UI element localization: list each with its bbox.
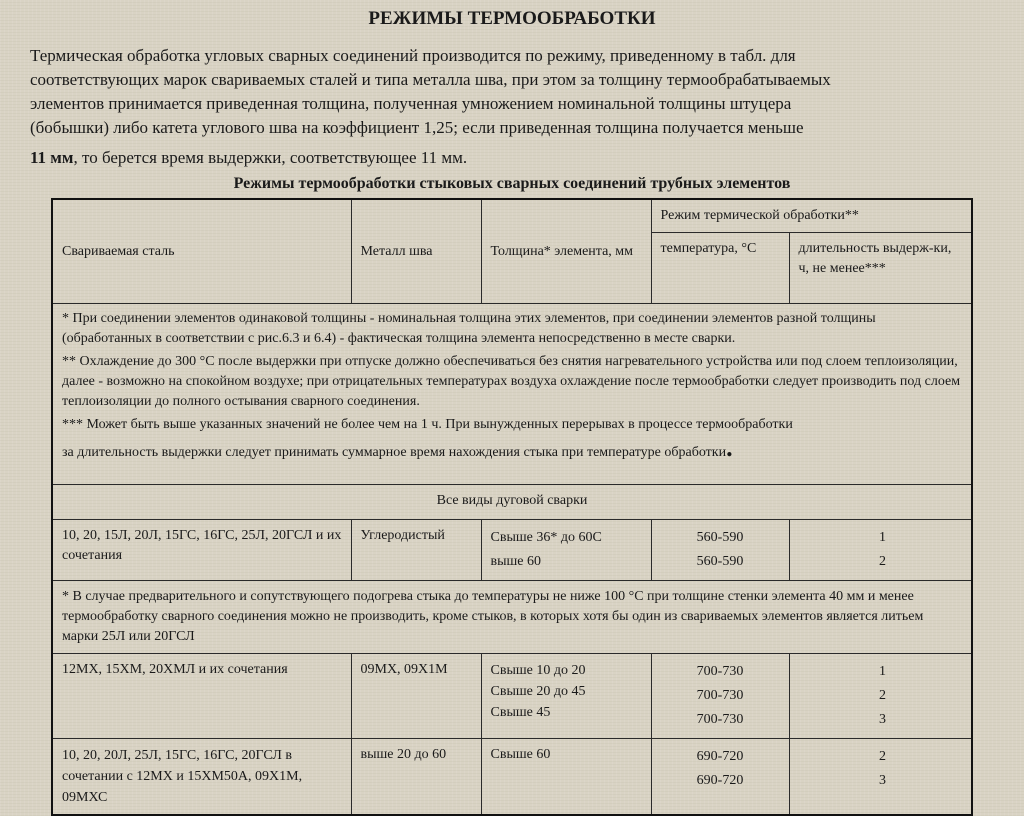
header-thickness: Толщина* элемента, мм bbox=[481, 199, 651, 304]
section-all-arc-welding: Все виды дуговой сварки bbox=[52, 485, 972, 520]
row1-dur-2: 2 bbox=[879, 554, 886, 569]
header-temperature: температура, °С bbox=[651, 233, 789, 304]
row3-temperature bbox=[651, 739, 789, 816]
table-row bbox=[52, 520, 972, 581]
notes-row bbox=[52, 304, 972, 485]
table-row bbox=[52, 654, 972, 739]
row2-dur-2: 2 bbox=[879, 688, 886, 703]
row2-temp-2: 700-730 bbox=[696, 688, 744, 703]
table-title: Режимы термообработки стыковых сварных соединений трубных элементов bbox=[233, 175, 791, 192]
row2-duration bbox=[789, 654, 972, 739]
row2-thickness bbox=[481, 654, 651, 739]
heat-treatment-table bbox=[51, 198, 973, 816]
row3-dur-1: 2 bbox=[879, 749, 886, 764]
row2-dur-3: 3 bbox=[879, 712, 886, 727]
row2-temp-3: 700-730 bbox=[696, 712, 744, 727]
note-2: ** Охлаждение до 300 °С после выдержки при отпуске должно обеспечиваться без снятия нагревательного устройства или под слоем теплоизоляции, далее - возможно на спокойном воздухе; при отрицательных температурах воздуха охлаждение после термообработки следует производить под слоем теплоизоляции до полного остывания сварного соединения. bbox=[62, 354, 961, 409]
row3-dur-2: 3 bbox=[879, 773, 886, 788]
row3-thickness: Свыше 60 bbox=[481, 739, 651, 816]
note-1: * При соединении элементов одинаковой толщины - номинальная толщина этих элементов, при соединении элементов разной толщины (обработанных в соответствии с рис.6.3 и 6.4) - фактическая толщина элемента непосредственно в месте сварки. bbox=[62, 311, 876, 346]
header-weld-metal: Металл шва bbox=[351, 199, 481, 304]
header-steel: Свариваемая сталь bbox=[52, 199, 351, 304]
row2-thickness-3: Свыше 45 bbox=[490, 705, 551, 720]
row1-thickness-1: Свыше 36* до 60С bbox=[490, 530, 602, 545]
note-3-line-1: *** Может быть выше указанных значений не более чем на 1 ч. При вынужденных перерывах в процессе термообработки bbox=[62, 417, 793, 432]
row1-thickness bbox=[481, 520, 651, 581]
row3-temp-1: 690-720 bbox=[696, 749, 744, 764]
row3-temp-2: 690-720 bbox=[696, 773, 744, 788]
row2-thickness-2: Свыше 20 до 45 bbox=[490, 684, 586, 699]
intro-line-2: соответствующих марок свариваемых сталей и типа металла шва, при этом за толщину термообрабатываемых bbox=[30, 70, 831, 89]
row2-steel: 12МХ, 15ХМ, 20ХМЛ и их сочетания bbox=[52, 654, 351, 739]
row2-thickness-1: Свыше 10 до 20 bbox=[490, 663, 586, 678]
row1-temperature bbox=[651, 520, 789, 581]
row3-duration bbox=[789, 739, 972, 816]
mid-note: * В случае предварительного и сопутствующего подогрева стыка до температуры не ниже 100 °С при толщине стенки элемента 40 мм и менее термообработку сварного соединения можно не производить, кроме стыков, в которых хотя бы один из свариваемых элементов является литьем марки 25Л или 20ГСЛ bbox=[52, 581, 972, 654]
intro-line-1: Термическая обработка угловых сварных соединений производится по режиму, приведенному в табл. для bbox=[30, 46, 796, 65]
section-row bbox=[52, 485, 972, 520]
row1-thickness-2: выше 60 bbox=[490, 554, 542, 569]
row1-steel: 10, 20, 15Л, 20Л, 15ГС, 16ГС, 25Л, 20ГСЛ и их сочетания bbox=[52, 520, 351, 581]
intro-line-3: элементов принимается приведенная толщина, полученная умножением номинальной толщины штуцера bbox=[30, 94, 792, 113]
notes-cell bbox=[52, 304, 972, 485]
intro-paragraph bbox=[30, 44, 985, 170]
row2-temperature bbox=[651, 654, 789, 739]
row2-metal: 09МХ, 09Х1М bbox=[351, 654, 481, 739]
row3-metal: выше 20 до 60 bbox=[351, 739, 481, 816]
row1-duration bbox=[789, 520, 972, 581]
row1-metal: Углеродистый bbox=[351, 520, 481, 581]
intro-line-5-rest: , то берется время выдержки, соответствующее 11 мм. bbox=[73, 148, 468, 167]
mid-note-row bbox=[52, 581, 972, 654]
page-title: РЕЖИМЫ ТЕРМООБРАБОТКИ bbox=[368, 8, 656, 29]
row2-temp-1: 700-730 bbox=[696, 664, 744, 679]
intro-line-4: (бобышки) либо катета углового шва на коэффициент 1,25; если приведенная толщина получается меньше bbox=[30, 118, 804, 137]
header-duration: длительность выдерж-ки, ч, не менее*** bbox=[789, 233, 972, 304]
row1-temp-1: 560-590 bbox=[696, 530, 744, 545]
row2-dur-1: 1 bbox=[879, 664, 886, 679]
note-3-line-2: за длительность выдержки следует принимать суммарное время нахождения стыка при температуре обработки bbox=[62, 445, 727, 460]
intro-line-5 bbox=[30, 146, 985, 170]
row1-dur-1: 1 bbox=[879, 530, 886, 545]
table-row bbox=[52, 739, 972, 816]
row1-temp-2: 560-590 bbox=[696, 554, 744, 569]
note-3 bbox=[62, 415, 962, 471]
header-row-1 bbox=[52, 199, 972, 233]
note-3-dot: . bbox=[726, 433, 733, 462]
header-mode: Режим термической обработки** bbox=[651, 199, 972, 233]
intro-bold-size: 11 мм bbox=[30, 148, 74, 167]
row3-steel: 10, 20, 20Л, 25Л, 15ГС, 16ГС, 20ГСЛ в сочетании с 12МХ и 15ХМ50А, 09Х1М, 09МХС bbox=[52, 739, 351, 816]
